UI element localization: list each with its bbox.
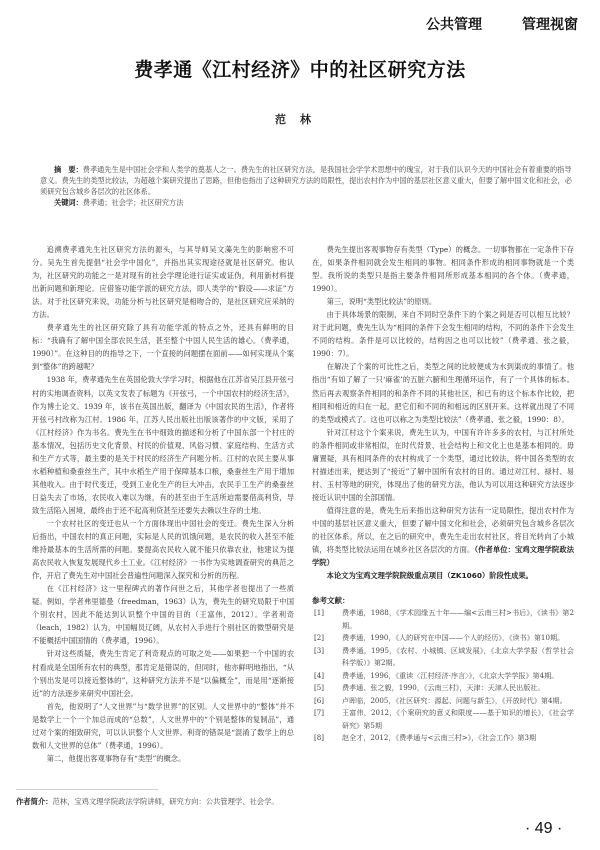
reference-item (312, 632, 574, 645)
header-section: 公共管理 (426, 17, 482, 33)
body-paragraph: 第二，他提出客观事物存有“类型”的概念。 (46, 753, 186, 763)
reference-number: [5] (314, 683, 325, 693)
reference-item (312, 695, 574, 708)
page-number: · 49 · (525, 820, 563, 837)
running-header (426, 14, 578, 34)
body-left-column (32, 243, 294, 765)
reference-item (312, 607, 574, 632)
body-paragraph: 在《江村经济》这一里程碑式的著作问世之后，其他学者也提出了一些质疑。例如，学者弗里德曼（freedman，1963）认为，费先生的研究局限于中国个别农村，因此不能达到认识整个中国的目的（王富伟，2012）。学者利奇（leach，1982）认为，中国幅员辽阔，从农村入手进行个别社区的微型研究是不能概括中国国情的（费孝通，1996）。 (32, 584, 294, 646)
reference-text: 王富伟，2012，《个案研究的意义和限度——基于知识的增长》，《社会学研究》第5期 (342, 708, 574, 730)
body-paragraph: 追溯费孝通先生社区研究方法的源头，与其导师吴文藻先生的影响密不可分。吴先生首先提倡“社会学中国化”，并指出其实现途径就是社区研究。他认为，社区研究的功能之一是对现有的社会学理论进行证实或证伪，利用新材料提出新问题和新理论。应借鉴功能学派的研究方法，即人类学的“假设——求证”方法。对于社区研究来说，功能分析与社区研究是相吻合的，是社区研究应采纳的方法。 (32, 245, 294, 320)
body-paragraph: 费孝通先生的社区研究除了具有功能学派的特点之外，还具有鲜明的目标：“我确有了解中国全部农民生活，甚至整个中国人民生活的雄心。（费孝通，1990）”。在这种目的的指导之下，一个直接的问题摆在面前——如何实现从个案到“整体”的跨越呢？ (32, 323, 294, 372)
reference-item (312, 682, 574, 695)
references-title: 参考文献： (312, 596, 350, 606)
keywords-paragraph (40, 197, 572, 208)
body-paragraph: 费先生提出客观事物存有类型（Type）的概念。一切事物都在一定条件下存在，如果条件相同就会发生相同的事物。相同条件形成的相同事物就是一个类型。我所说的类型只是指主要条件相同所形成基本相同的各个体。（费孝通，1990）。 (312, 245, 574, 294)
reference-item (312, 732, 574, 745)
body-paragraph: 首先，他说明了“人文世界”与“数学世界”的区别。人文世界中的“整体”并不是数学上一个一个加总而成的“总数”，人文世界中的“个别是整体的复制品”，通过对个案的细致研究，可以认识整个人文世界。利奇的错误是“混淆了数学上的总数和人文世界的总体”（费孝通，1996）。 (32, 701, 294, 750)
abstract-block (40, 164, 572, 208)
reference-text: 费孝通，1996，《重读〈江村经济·序言〉》，《北京大学学报》第4期。 (342, 670, 559, 680)
reference-text: 费孝通，1995，《农村、小城镇、区域发展》，《北京大学学报（哲学社会科学版）》第2期。 (342, 645, 574, 668)
body-paragraph: 针对江村这个个案来说，费先生认为，中国有许许多多的农村，与江村所处的条件相同或非常相似，在时代背景、社会结构上和文化上也是基本相同的。毋庸置疑，具有相同条件的农村构成了一个类型，通过比较法，将中国各类型的农村描述出来，便达到了“接近”了解中国所有农村的目的。通过对江村、禄村、易村、玉村等地的研究，体现出了他的研究方法，他认为可以用这种研究方法逐步接近认识中国的全部国情。 (312, 427, 574, 502)
body-paragraph: 针对这些质疑，费先生肯定了利奇观点的可取之处——如果把一个中国的农村看成是全国所有农村的典型，那肯定是错误的，但同时，他亦鲜明地指出，“从个别出发是可以接近整体的”，这种研究方法并不是“以偏概全”，而是用“逐渐接近”的方法逐步来研究中国社会。 (32, 649, 294, 698)
body-right-column (312, 243, 574, 745)
keywords-label: 关键词： (54, 198, 83, 207)
reference-number: [6] (314, 695, 325, 705)
footnote-divider (16, 789, 158, 790)
reference-number: [8] (314, 733, 325, 743)
author-unit: （作者单位：宝鸡文理学院政法学院） (312, 545, 574, 568)
body-paragraph-text: 值得注意的是，费先生后来指出这种研究方法有一定局限性，提出农村作为中国的基层社区意义重大，但要了解中国文化和社会，必须研究包含城乡各层次的社区体系。所以，在之后的研究中，费先生走出农村社区，将目光转向了小城镇，将类型比较法运用在城乡社区各层次的方面。 (312, 505, 574, 555)
reference-number: [1] (314, 608, 325, 618)
reference-number: [2] (314, 633, 325, 643)
reference-text: 费孝通，1988，《学术园缘五十年——编<云南三村>书后》，《读书》第2期。 (342, 608, 574, 630)
article-title: 费孝通《江村经济》中的社区研究方法 (134, 59, 466, 81)
funding-note: 本论文为宝鸡文理学院院级重点项目（ZK1060）阶段性成果。 (326, 571, 533, 581)
reference-number: [7] (314, 708, 325, 718)
reference-item (312, 670, 574, 683)
body-paragraph: 1938 年，费孝通先生在英国伦敦大学学习时，根据他在江苏省吴江县开弦弓村的实地调查资料，以英文发表了标题为《开弦弓，一个中国农村的经济生活》，作为博士论文。1939 年，该书在英国出版，翻译为《中国农民的生活》，作者将开弦弓村改称为江村。1986 年，江苏人民出版社出版该著作的中文版，采用了《江村经济》作为书名。费先生在书中细致的描述和分析了中国东部一个村庄的基本情况，包括历史文化背景、村民的价值观、风俗习惯、家庭结构、生活方式和生产方式等，最主要的是关于村民的经济生产问题分析。江村的农民主要从事水稻种植和桑蚕丝生产，其中水稻生产用于保障基本口粮，桑蚕丝生产用于增加其他收入。由于时代变迁，受到工业化生产的巨大冲击，农民手工生产的桑蚕丝日益失去了市场，农民收入难以为继，有的甚至由于生活所迫需要借高利贷，导致生活陷入困境，最终由于还不起高利贷甚至还要失去赖以生存的土地。 (32, 375, 294, 515)
abstract-paragraph (40, 164, 572, 197)
author-bio-label: 作者简介： (16, 797, 53, 806)
body-paragraph (312, 504, 574, 569)
body-paragraph: 一个农村社区的变迁也从一个方面体现出中国社会的变迁。费先生深入分析后指出，中国农村的真正问题，实际是人民的饥饿问题，是农民的收入甚至不能维持最基本的生活所需的问题。要提高农民收入就不能只依靠农业，他建议为提高农民收入恢复发展现代乡土工业。《江村经济》一书作为实地调查研究的典范之作，开启了费先生对中国社会普遍性问题深入探究和分析的历程。 (32, 518, 294, 581)
body-paragraph: 由于具体场景的限制，来自不同时空条件下的个案之间是否可以相互比较？对于此问题，费先生认为“相同的条件下会发生相同的结构，不同的条件下会发生不同的结构。条件是可以比较的，结构因之也可以比较”（费孝通、张之毅，1990：7）。 (312, 310, 574, 359)
reference-text: 费孝通、张之毅，1990，《云南三村》，天津：天津人民出版社。 (342, 683, 545, 693)
article-author: 范林 (275, 113, 325, 126)
reference-text: 费孝通，1990，《人的研究在中国——个人的经历》，《读书》第10期。 (342, 633, 565, 643)
reference-number: [4] (314, 670, 325, 680)
reference-number: [3] (314, 645, 325, 655)
abstract-text: 费孝通先生是中国社会学和人类学的奠基人之一。费先生的社区研究方法，是我国社会学学术思想中的瑰宝，对于我们认识今天的中国社会有着重要的指导意义。费先生的类型比较法，为超越个案研究提出了思路，但他也指出了这种研究方法的局限性，提出农村作为中国的基层社区意义重大，但要了解中国文化和社会，必须研究包含城乡各层次的社区体系。 (40, 165, 572, 196)
reference-text: 卢晖临，2005，《社区研究：源起、问题与新生》，《开放时代》第4期。 (342, 695, 567, 705)
author-bio (16, 797, 279, 807)
body-paragraph: 在解决了个案的可比性之后，类型之间的比较便成为水到渠成的事情了。他指出“有如了解了一只‘麻雀’的五脏六腑和生理循环运作，有了一个具体的标本。然后再去观察条件相同的和条件不同的其他社区，和已有的这个标本作比较，把相同和相近的归在一起，把它们和不同的和相远的区别开来。这样就出现了不同的类型或模式了。这也可以称之为类型比较法”（费孝通、张之毅，1990：8）。 (312, 362, 574, 424)
abstract-label: 摘 要： (54, 165, 83, 174)
header-column: 管理视窗 (522, 17, 578, 33)
reference-text: 赵全才，2012，《费孝通与<云南三村>》，《社会工作》第3期 (342, 733, 537, 743)
author-bio-text: 范林，宝鸡文理学院政法学院讲师，研究方向：公共管理学、社会学。 (52, 797, 279, 806)
reference-item (312, 707, 574, 732)
body-paragraph: 第三，说明“类型比较法”的原则。 (326, 297, 437, 307)
reference-item (312, 645, 574, 670)
keywords-text: 费孝通；社会学；社区研究方法 (82, 198, 184, 207)
